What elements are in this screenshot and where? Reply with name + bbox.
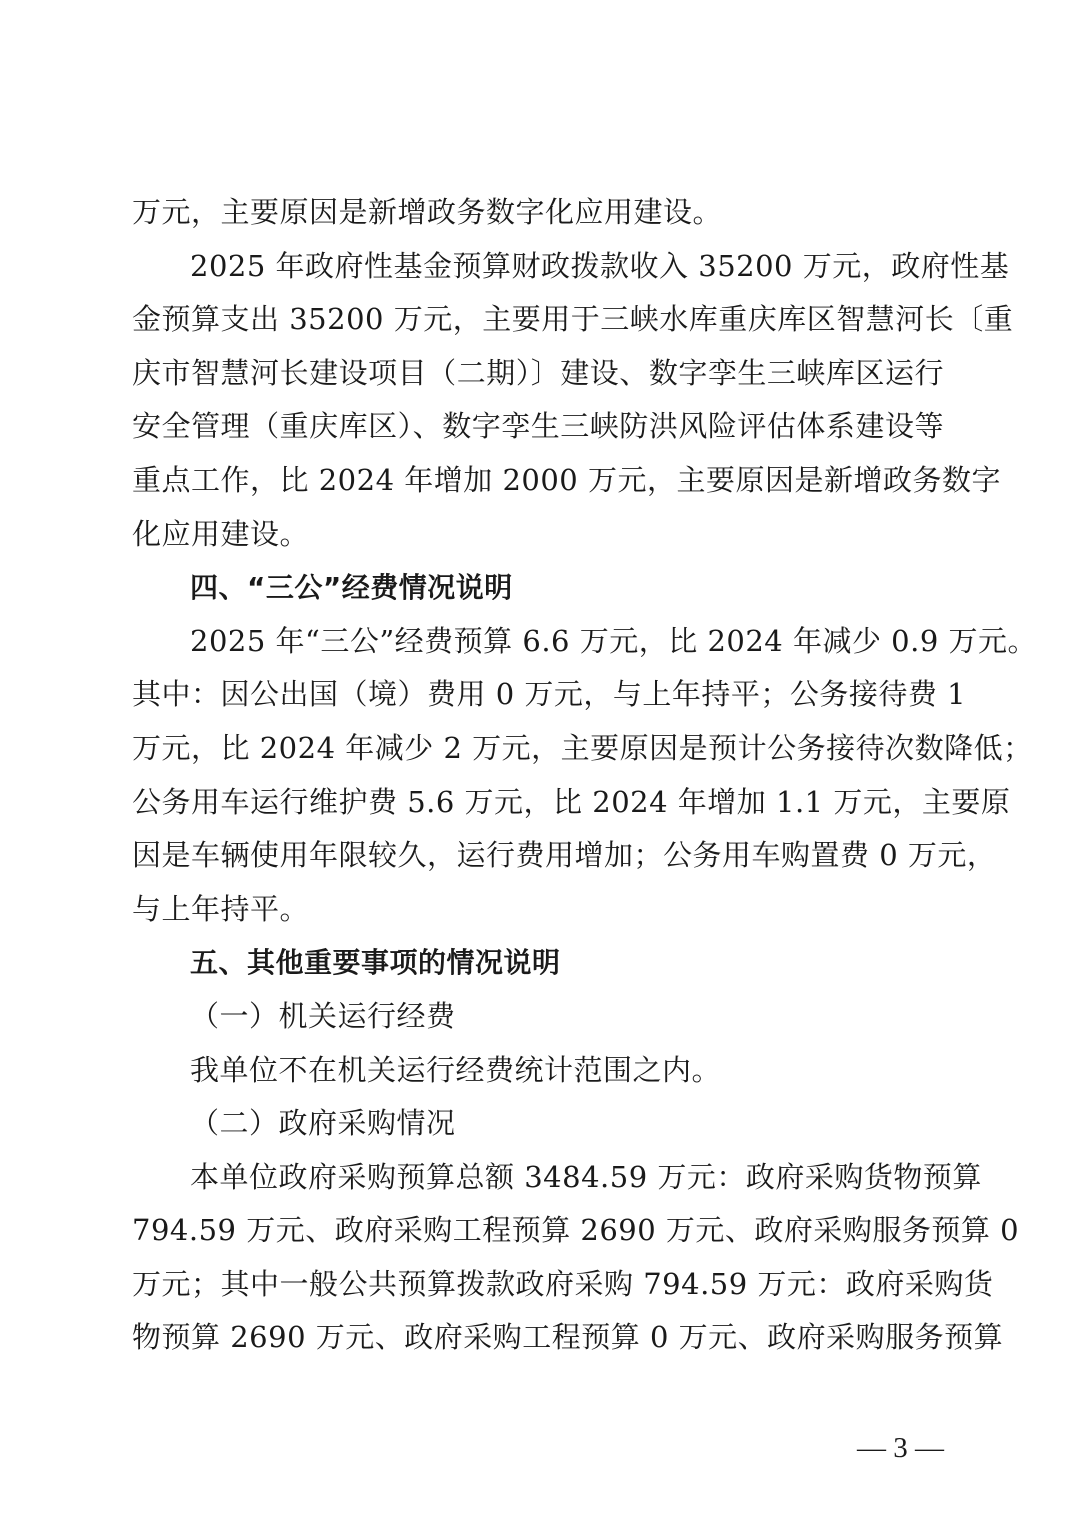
- paragraph-line: 万元，比 2024 年减少 2 万元，主要原因是预计公务接待次数降低；: [132, 730, 1033, 765]
- paragraph-line: 金预算支出 35200 万元，主要用于三峡水库重庆库区智慧河长〔重: [132, 302, 1014, 337]
- paragraph-line: 物预算 2690 万元、政府采购工程预算 0 万元、政府采购服务预算: [132, 1320, 1004, 1355]
- paragraph-line: 因是车辆使用年限较久，运行费用增加；公务用车购置费 0 万元，: [132, 838, 997, 873]
- paragraph-line: 我单位不在机关运行经费统计范围之内。: [190, 1052, 722, 1087]
- paragraph-line: 化应用建设。: [132, 516, 310, 551]
- document-body: [132, 186, 1038, 1365]
- page-number: — 3 —: [857, 1432, 944, 1464]
- paragraph-line: 重点工作，比 2024 年增加 2000 万元，主要原因是新增政务数字: [132, 462, 1001, 497]
- paragraph-line: 794.59 万元、政府采购工程预算 2690 万元、政府采购服务预算 0: [132, 1213, 1020, 1248]
- section-heading: 四、“三公”经费情况说明: [190, 571, 513, 605]
- paragraph-line: 其中：因公出国（境）费用 0 万元，与上年持平；公务接待费 1: [132, 677, 967, 712]
- paragraph-line: 2025 年政府性基金预算财政拨款收入 35200 万元，政府性基: [190, 248, 1010, 283]
- paragraph-line: 公务用车运行维护费 5.6 万元，比 2024 年增加 1.1 万元，主要原: [132, 784, 1011, 819]
- subsection-heading: （一）机关运行经费: [190, 998, 456, 1033]
- paragraph-line: 与上年持平。: [132, 891, 310, 926]
- paragraph-line: 万元，主要原因是新增政务数字化应用建设。: [132, 195, 723, 229]
- section-heading: 五、其他重要事项的情况说明: [190, 946, 561, 980]
- paragraph-line: 庆市智慧河长建设项目（二期）〕建设、数字孪生三峡库区运行: [132, 355, 944, 390]
- paragraph-line: 万元；其中一般公共预算拨款政府采购 794.59 万元：政府采购货: [132, 1266, 994, 1301]
- paragraph-line: 安全管理（重庆库区）、数字孪生三峡防洪风险评估体系建设等: [132, 409, 944, 444]
- paragraph-line: 2025 年“三公”经费预算 6.6 万元，比 2024 年减少 0.9 万元。: [190, 623, 1038, 658]
- paragraph-line: 本单位政府采购预算总额 3484.59 万元：政府采购货物预算: [190, 1159, 982, 1194]
- subsection-heading: （二）政府采购情况: [190, 1106, 456, 1141]
